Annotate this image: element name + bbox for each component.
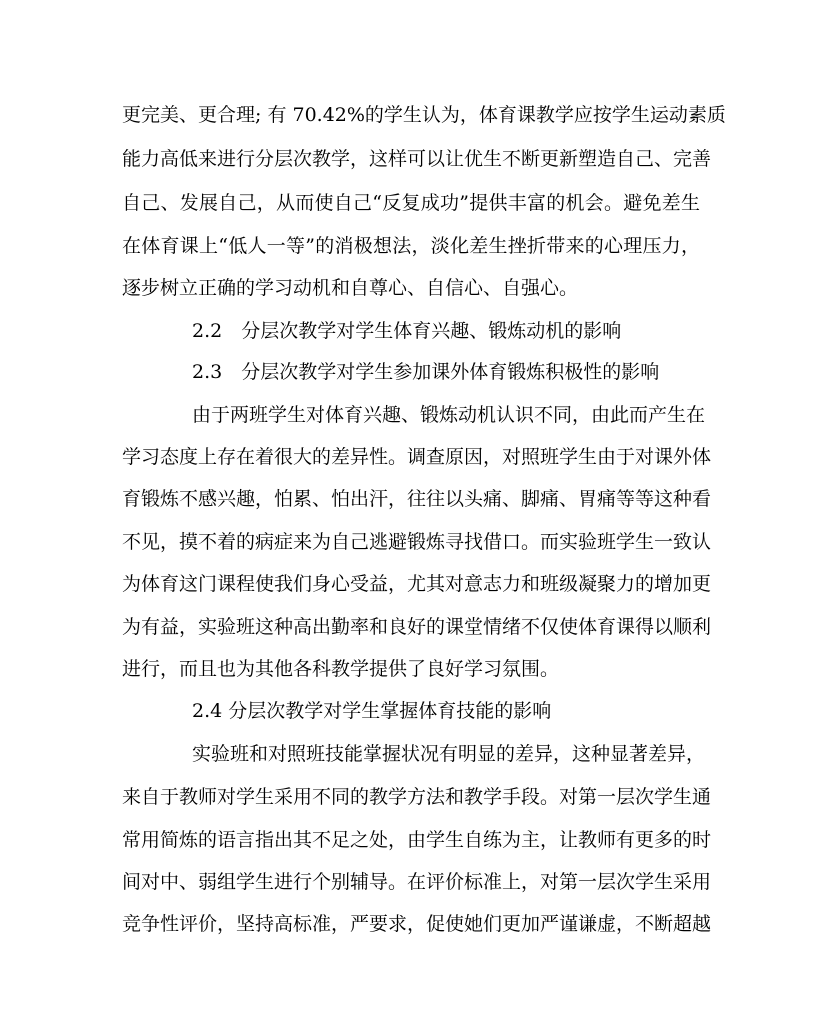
paragraph-2-line-1: 由于两班学生对体育兴趣、锻炼动机认识不同，由此而产生在 — [192, 404, 706, 426]
paragraph-2-line-2: 学习态度上存在着很大的差异性。调查原因，对照班学生由于对课外体 — [122, 446, 712, 468]
paragraph-3-line-1: 实验班和对照班技能掌握状况有明显的差异，这种显著差异， — [192, 743, 706, 765]
paragraph-1-line-4: 在体育课上“低人一等”的消极想法，淡化差生挫折带来的心理压力， — [122, 235, 700, 257]
paragraph-2-line-7: 进行，而且也为其他各科教学提供了良好学习氛围。 — [122, 658, 560, 680]
paragraph-3-line-5: 竞争性评价，坚持高标准，严要求，促使她们更加严谨谦虚，不断超越 — [122, 913, 712, 935]
paragraph-3-line-4: 间对中、弱组学生进行个别辅导。在评价标准上，对第一层次学生采用 — [122, 871, 712, 893]
paragraph-2-line-5: 为体育这门课程使我们身心受益，尤其对意志力和班级凝聚力的增加更 — [122, 573, 712, 595]
section-heading-2-4: 2.4 分层次教学对学生掌握体育技能的影响 — [192, 700, 552, 722]
paragraph-1-line-3: 自己、发展自己，从而使自己“反复成功”提供丰富的机会。避免差生 — [122, 192, 700, 214]
paragraph-1-line-1: 更完美、更合理; 有 70.42%的学生认为，体育课教学应按学生运动素质 — [122, 104, 726, 126]
paragraph-2-line-4: 不见，摸不着的病症来为自己逃避锻炼寻找借口。而实验班学生一致认 — [122, 531, 712, 553]
paragraph-3-line-3: 常用简炼的语言指出其不足之处，由学生自练为主，让教师有更多的时 — [122, 829, 712, 851]
paragraph-2-line-3: 育锻炼不感兴趣，怕累、怕出汗，往往以头痛、脚痛、胃痛等等这种看 — [122, 488, 712, 510]
section-heading-2-3: 2.3 分层次教学对学生参加课外体育锻炼积极性的影响 — [192, 361, 660, 383]
paragraph-3-line-2: 来自于教师对学生采用不同的教学方法和教学手段。对第一层次学生通 — [122, 786, 712, 808]
section-heading-2-2: 2.2 分层次教学对学生体育兴趣、锻炼动机的影响 — [192, 320, 622, 342]
paragraph-1-line-2: 能力高低来进行分层次教学，这样可以让优生不断更新塑造自己、完善 — [122, 148, 712, 170]
paragraph-1-line-5: 逐步树立正确的学习动机和自尊心、自信心、自强心。 — [122, 277, 579, 299]
paragraph-2-line-6: 为有益，实验班这种高出勤率和良好的课堂情绪不仅使体育课得以顺利 — [122, 616, 712, 638]
